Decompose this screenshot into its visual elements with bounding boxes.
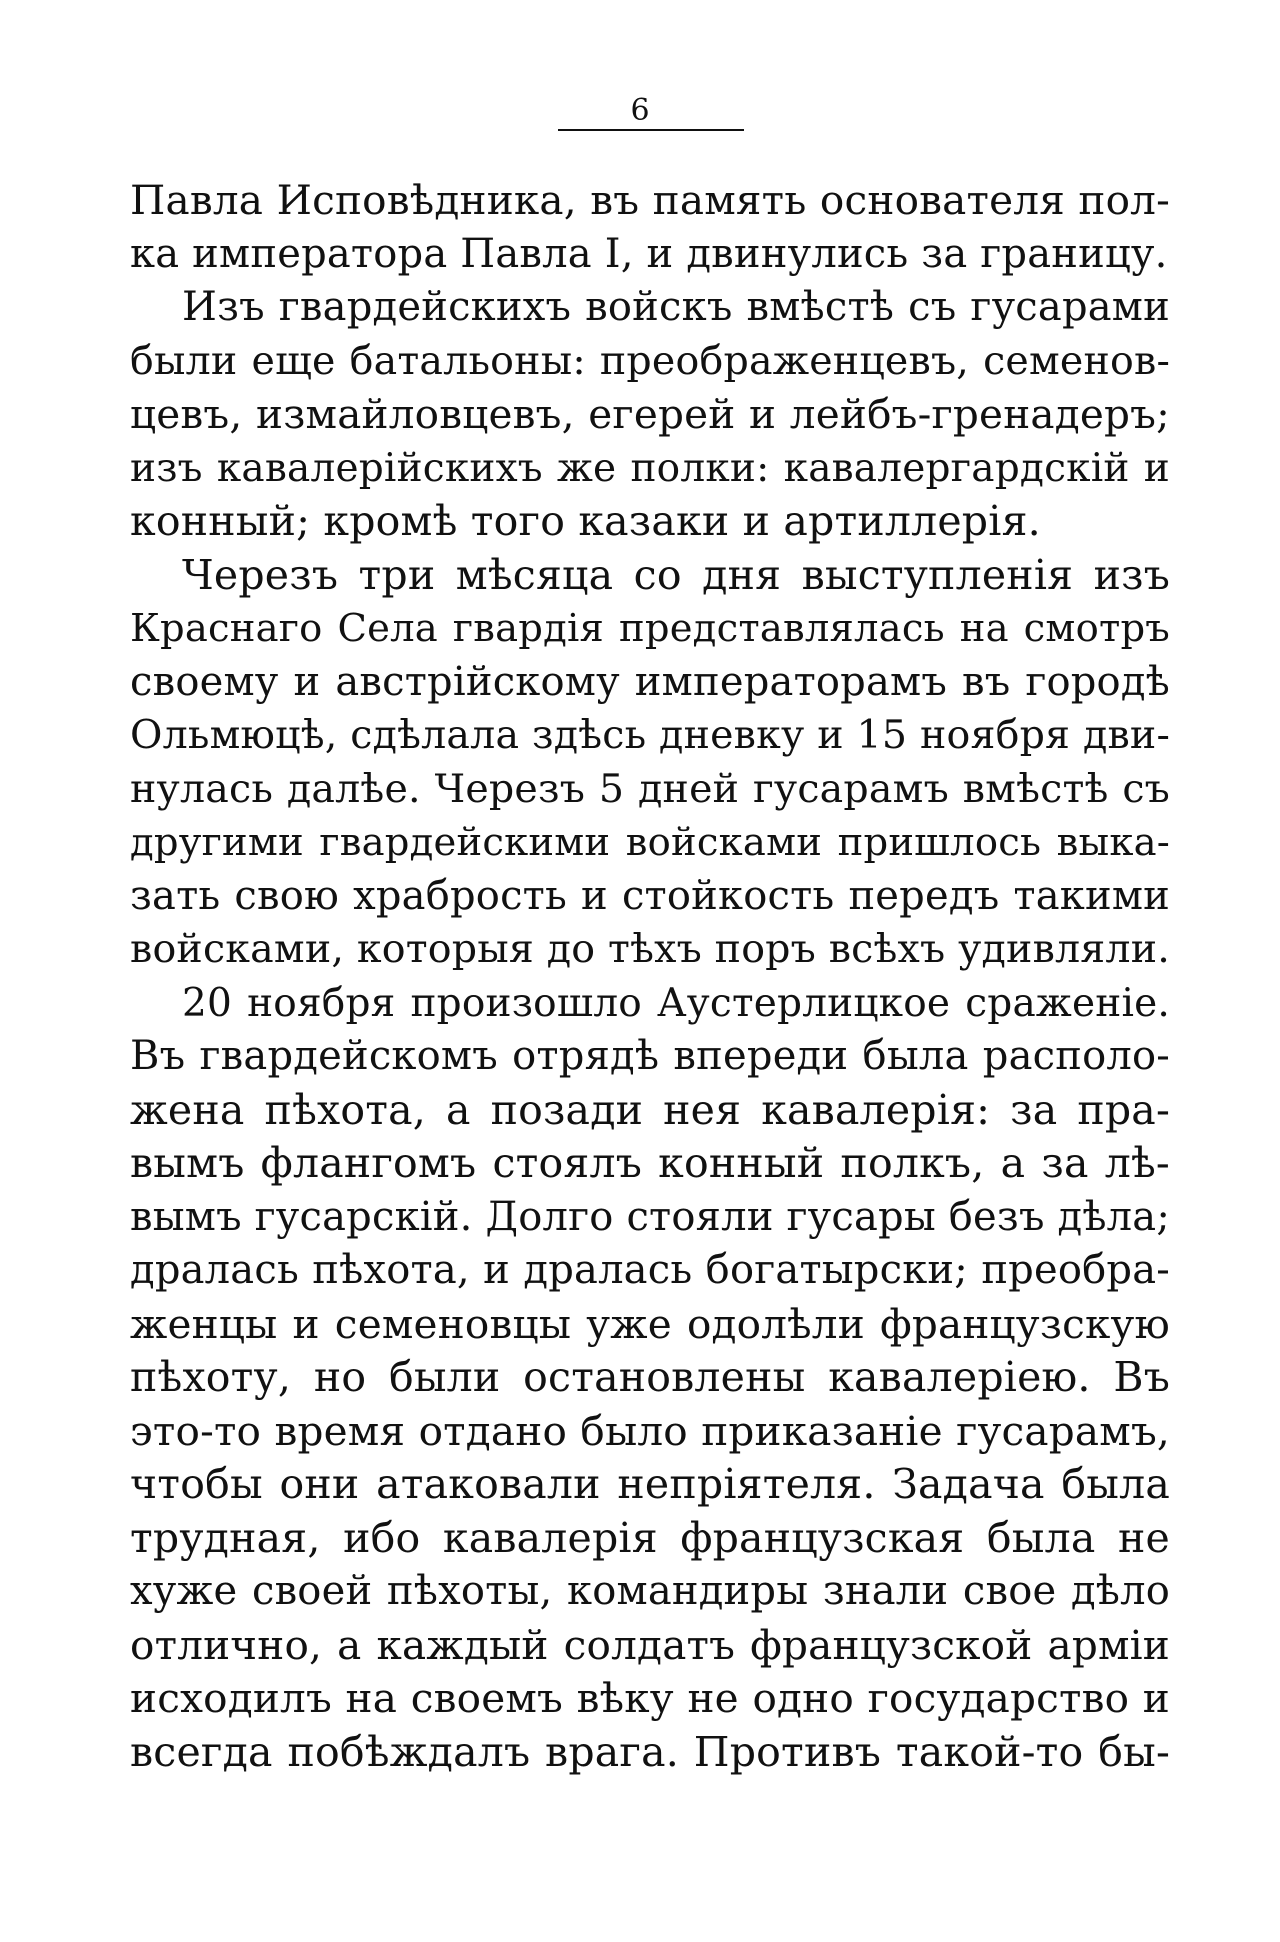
text-line: всегда побѣждалъ врага. Противъ такой-то бы-: [130, 1727, 1170, 1776]
text-line: были еще батальоны: преображенцевъ, семенов-: [130, 337, 1170, 384]
text-line: войсками, которыя до тѣхъ поръ всѣхъ удивляли.: [130, 926, 1170, 972]
page-number: 6: [630, 93, 650, 128]
text-line: Павла Исповѣдника, въ память основателя пол-: [130, 176, 1170, 224]
text-line: 20 ноября произошло Аустерлицкое сраженіе.: [182, 980, 1170, 1026]
page-number-rule: [558, 129, 744, 131]
text-line: конный; кромѣ того казаки и артиллерія.: [130, 497, 1041, 545]
text-line: своему и австрійскому императорамъ въ городѣ: [130, 658, 1170, 705]
text-line: другими гвардейскими войсками пришлось выка-: [130, 820, 1170, 865]
text-line: это-то время отдано было приказаніе гусарамъ,: [130, 1406, 1170, 1455]
text-line: дралась пѣхота, и дралась богатырски; преобра-: [130, 1247, 1170, 1293]
text-line: отлично, а каждый солдатъ французской арміи: [130, 1620, 1170, 1669]
text-line: ка императора Павла I, и двинулись за границу.: [130, 230, 1168, 277]
text-line: чтобы они атаковали непріятеля. Задача была: [130, 1460, 1170, 1508]
text-line: изъ кавалерійскихъ же полки: кавалергардскій и: [130, 445, 1170, 491]
text-line: зать свою храбрость и стойкость передъ такими: [130, 872, 1170, 919]
text-line: исходилъ на своемъ вѣку не одно государство и: [130, 1674, 1170, 1722]
text-line: Краснаго Села гвардія представлялась на смотръ: [130, 606, 1170, 651]
text-line: Черезъ три мѣсяца со дня выступленія изъ: [182, 550, 1170, 599]
text-line: вымъ гусарскій. Долго стояли гусары безъ дѣла;: [130, 1193, 1170, 1240]
text-line: нулась далѣе. Черезъ 5 дней гусарамъ вмѣстѣ съ: [130, 765, 1170, 812]
text-line: жена пѣхота, а позади нея кавалерія: за пра-: [130, 1085, 1170, 1134]
text-line: хуже своей пѣхоты, командиры знали свое дѣло: [130, 1568, 1170, 1614]
text-line: Ольмюцѣ, сдѣлала здѣсь дневку и 15 ноября дви-: [130, 712, 1170, 758]
text-line: трудная, ибо кавалерія французская была не: [130, 1513, 1170, 1562]
text-line: цевъ, измайловцевъ, егерей и лейбъ-гренадеръ;: [130, 390, 1170, 438]
text-line: Въ гвардейскомъ отрядѣ впереди была располо-: [130, 1033, 1170, 1079]
text-line: пѣхоту, но были остановлены кавалеріею. Въ: [130, 1353, 1170, 1401]
body-text: [130, 174, 1170, 1779]
text-line: Изъ гвардейскихъ войскъ вмѣстѣ съ гусарами: [182, 284, 1170, 330]
text-line: вымъ флангомъ стоялъ конный полкъ, а за лѣ-: [130, 1139, 1170, 1187]
text-line: женцы и семеновцы уже одолѣли французскую: [130, 1299, 1170, 1348]
